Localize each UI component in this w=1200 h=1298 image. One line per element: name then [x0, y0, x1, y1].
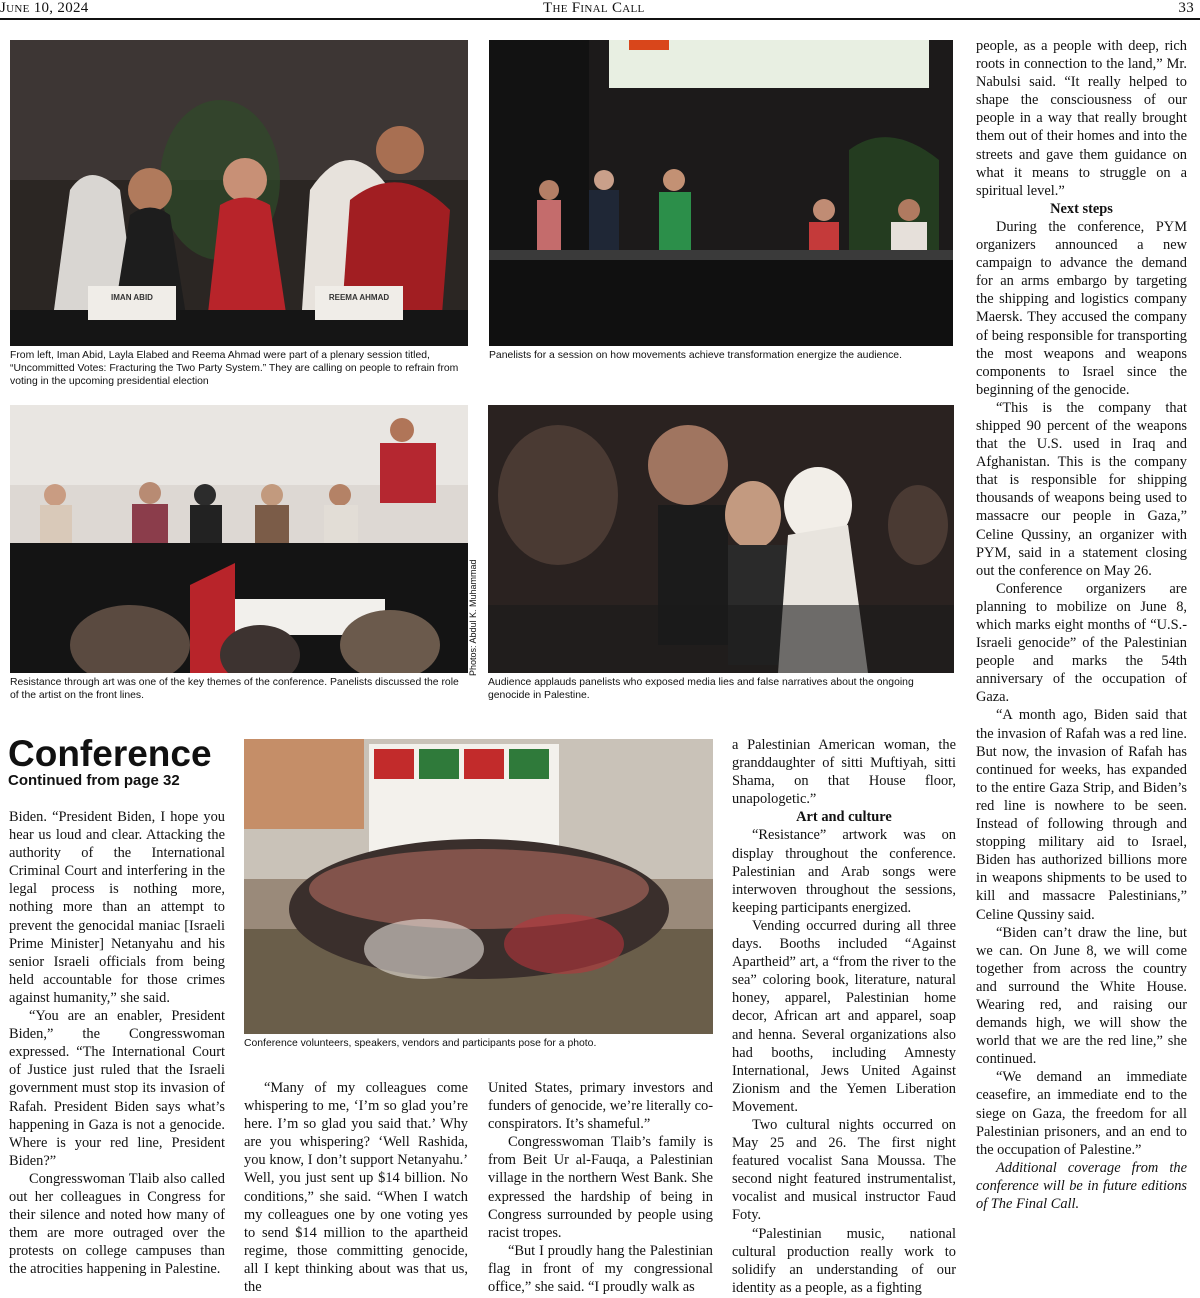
- continued-line: Continued from page 32: [8, 772, 180, 789]
- paragraph: a Palestinian American woman, the granddaughter of sitti Muftiyah, sitti Shama, on that House floor, unapologetic.”: [732, 737, 956, 808]
- article-column-1: [9, 808, 225, 1296]
- paragraph: “A month ago, Biden said that the invasion of Rafah was a red line. But now, the invasion of Rafah has continued for weeks, has expanded to the entire Gaza Strip, and Biden’s red line is nowhere to be seen. Instead of following through and stopping military aid to Israel, Biden has authorized billions more in weapons shipments to be used to kill and massacre Palestinians,” Celine Qussiny said.: [976, 707, 1187, 923]
- article-column-2: [244, 1079, 468, 1296]
- paragraph: people, as a people with deep, rich roots in connection to the land,” Mr. Nabulsi said. “It really helped to shape the consciousness of our people in a way that really brought them out of their homes and into the streets and gave them guidance on what it means to struggle on a spiritual level.”: [976, 38, 1187, 199]
- photo-group-pose: [244, 739, 713, 1034]
- photo-transformation-panel: [489, 40, 953, 346]
- page-header: [0, 0, 1200, 20]
- paragraph: Biden. “President Biden, I hope you hear us loud and clear. Attacking the authority of the International Criminal Court and interfering in the legal process is nothing more, nothing more than an attempt to prevent the genocidal maniac [Israeli Prime Minister] Netanyahu and his senior Israeli officials from being held accountable for those crimes against humanity,” she said.: [9, 809, 225, 1006]
- subhead-art-and-culture: Art and culture: [796, 809, 892, 826]
- placard-reema-ahmad: REEMA AHMAD: [328, 293, 390, 302]
- page-number: 33: [1178, 0, 1194, 16]
- paragraph: Congresswoman Tlaib also called out her colleagues in Congress for their silence and noted how many of them are more outraged over the protests on college campuses than the atrocities happening in Palestine.: [9, 1170, 225, 1278]
- article-column-4: [732, 736, 956, 1296]
- caption-photo-3: Resistance through art was one of the key themes of the conference. Panelists discussed the role of the artist on the front lines.: [10, 677, 459, 701]
- paragraph: During the conference, PYM organizers announced a new campaign to advance the demand for an arms embargo by targeting the shipping and logistics company Maersk. They accused the company of being responsible for transporting the most weapons and weapons components to Israel since the beginning of the genocide.: [976, 218, 1187, 398]
- article-headline: Conference: [8, 733, 212, 774]
- paragraph: “We demand an immediate ceasefire, an immediate end to the siege on Gaza, the freedom for all Palestinian prisoners, and an end to the occupation of Palestine.”: [976, 1069, 1187, 1158]
- paragraph: United States, primary investors and funders of genocide, we’re literally co-conspirators. It’s shameful.”: [488, 1080, 713, 1133]
- paragraph: “Resistance” artwork was on display throughout the conference. Palestinian and Arab songs were interwoven throughout the sessions, keeping participants energized.: [732, 827, 956, 916]
- photo-art-panel: [10, 405, 468, 673]
- article-column-5: [976, 37, 1187, 1296]
- paragraph: “But I proudly hang the Palestinian flag in front of my congressional office,” she said. “I proudly walk as: [488, 1242, 713, 1296]
- paragraph: Vending occurred during all three days. Booths included “Against Apartheid” art, a “from the river to the sea” coloring book, literature, natural honey, apparel, Palestinian home decor, African art and apparel, soap and henna. Several organizations also had booths, including Amnesty International, Jews United Against Zionism and the Yemen Liberation Movement.: [732, 917, 956, 1115]
- publication-name: The Final Call: [543, 0, 645, 16]
- paragraph: “This is the company that shipped 90 percent of the weapons that the U.S. used in Iraq and Afghanistan. This is the company that is responsible for shipping thousands of weapons being used to massacre our people in Gaza,” Celine Qussiny, an organizer with PYM, said in a statement closing out the conference on May 26.: [976, 399, 1187, 579]
- photo-plenary-panelists: [10, 40, 468, 346]
- caption-photo-5: Conference volunteers, speakers, vendors and participants pose for a photo.: [244, 1038, 597, 1049]
- subhead-next-steps: Next steps: [1050, 200, 1113, 217]
- paragraph: Two cultural nights occurred on May 25 and 26. The first night featured vocalist Sana Moussa. The second night featured instrumentalist, vocalist and musical instructor Faud Foty.: [732, 1116, 956, 1224]
- caption-photo-1: From left, Iman Abid, Layla Elabed and Reema Ahmad were part of a plenary session titled, “Uncommitted Votes: Fracturing the Two Party System.” They are calling on people to refrain from voting in the upcoming presidential election: [10, 350, 459, 387]
- caption-photo-2: Panelists for a session on how movements achieve transformation energize the audience.: [489, 350, 902, 361]
- paragraph: “Palestinian music, national cultural production really work to solidify an understanding of our identity as a people, as a fighting: [732, 1225, 956, 1296]
- article-column-3: [488, 1079, 713, 1296]
- caption-photo-4: Audience applauds panelists who exposed media lies and false narratives about the ongoing genocide in Palestine.: [488, 677, 914, 701]
- editor-note: Additional coverage from the conference will be in future editions of The Final Call.: [976, 1159, 1187, 1212]
- paragraph: “Many of my colleagues come whispering to me, ‘I’m so glad you’re here. I’m so glad you said that.’ Why are you whispering? ‘Well Rashida, you know, I don’t support Netanyahu.’ Well, you just sent up $14 billion. No conditions,” she said. “When I watch my colleagues one by one voting yes to send $14 million to the apartheid regime, those committing genocide, all I kept thinking about was that us, the: [244, 1080, 468, 1296]
- placard-iman-abid: IMAN ABID: [111, 293, 153, 302]
- paragraph: “You are an enabler, President Biden,” the Congresswoman expressed. “The International Court of Justice just ruled that the Israeli government must stop its invasion of Rafah. President Biden says what’s happening in Gaza is not a genocide. Where is your red line, President Biden?”: [9, 1008, 225, 1169]
- issue-date: June 10, 2024: [0, 0, 89, 16]
- paragraph: Conference organizers are planning to mobilize on June 8, which marks eight months of “U.S.-Israeli genocide” of the Palestinian people and marks the 54th anniversary of the occupation of Gaza.: [976, 580, 1187, 706]
- paragraph: Congresswoman Tlaib’s family is from Beit Ur al-Fauqa, a Palestinian village in the northern West Bank. She expressed the hardship of being in Congress surrounded by people using racist tropes.: [488, 1134, 713, 1241]
- paragraph: “Biden can’t draw the line, but we can. On June 8, we will come together from across the country and surround the White House. Wearing red, and raising our demands high, we will show the world that we are the red line,” she continued.: [976, 924, 1187, 1068]
- photo-credit: Photos: Abdul K. Muhammad: [468, 559, 478, 676]
- photo-audience-applause: [488, 405, 954, 673]
